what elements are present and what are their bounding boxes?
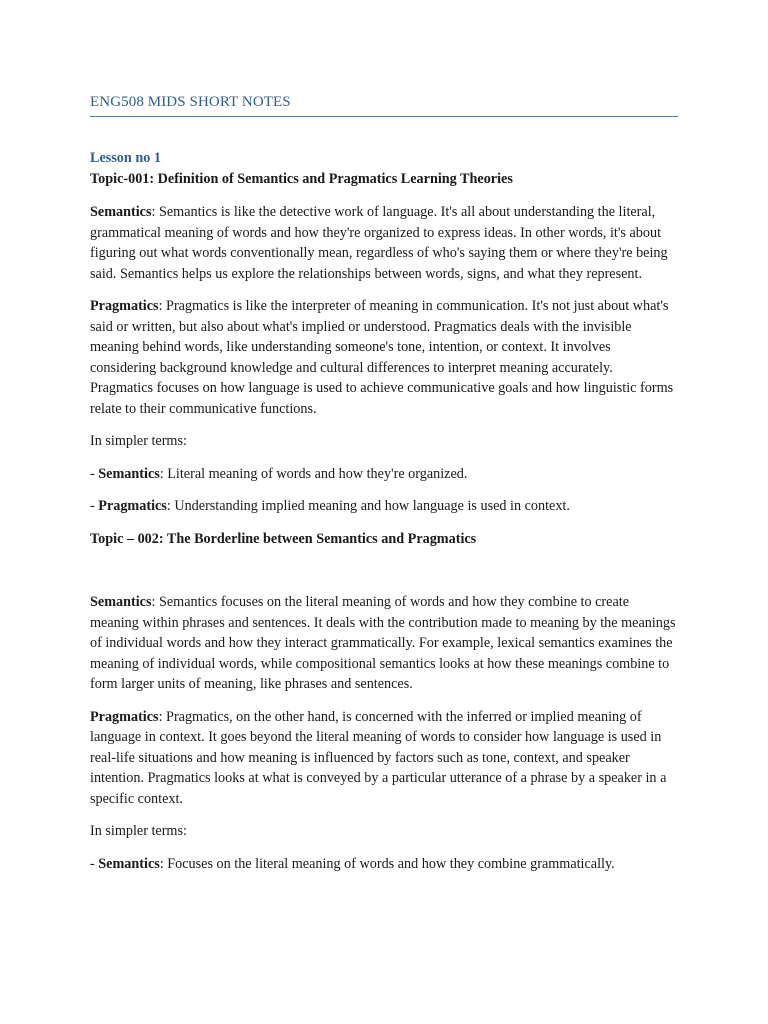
semantics-term: Semantics (90, 204, 152, 220)
topic1-pragmatics-paragraph (90, 296, 679, 419)
bullet-text: : Literal meaning of words and how they're organized. (159, 465, 468, 482)
bullet-prefix: - (90, 465, 99, 482)
semantics-definition: : Semantics is like the detective work of language. It's all about understanding the literal, grammatical meaning of words and how they're organized to express ideas. In other words, it's about figuring out what words conventionally mean, regardless of who's saying them or where they're being said. Semantics helps us explore the relationships between words, signs, and what they represent. (90, 204, 668, 282)
document-body (90, 148, 679, 886)
topic1-semantics-paragraph (90, 202, 679, 284)
bullet-text: : Understanding implied meaning and how language is used in context. (166, 498, 570, 514)
pragmatics-term: Pragmatics (90, 708, 159, 725)
topic2-semantics-paragraph (90, 592, 679, 695)
semantics-term: Semantics (98, 465, 160, 482)
topic2-bullet-semantics (90, 854, 679, 875)
semantics-term: Semantics (98, 855, 160, 872)
topic1-simpler-terms: In simpler terms: (90, 433, 187, 449)
blank-spacer (90, 562, 679, 592)
topic1-bullet-pragmatics (90, 496, 679, 517)
topic2-simpler-terms: In simpler terms: (90, 823, 187, 839)
semantics-term: Semantics (90, 594, 152, 610)
pragmatics-definition: : Pragmatics is like the interpreter of meaning in communication. It's not just about what's said or written, but also about what's implied or understood. Pragmatics deals with the invisible meaning behind words, like understanding someone's tone, intention, or context. It involves considering background knowledge and cultural differences to interpret meaning accurately. Pragmatics focuses on how language is used to achieve communicative goals and how linguistic forms relate to their communicative functions. (90, 298, 674, 417)
lesson-heading: Lesson no 1 (90, 150, 161, 166)
document-header: ENG508 MIDS SHORT NOTES (90, 94, 678, 117)
semantics-definition: : Semantics focuses on the literal meaning of words and how they combine to create meaning within phrases and sentences. It deals with the contribution made to meaning by the meanings of individual words and how they interact grammatically. For example, lexical semantics examines the meaning of individual words, while compositional semantics looks at how these meanings combine to form larger units of meaning, like phrases and sentences. (90, 594, 676, 692)
pragmatics-term: Pragmatics (90, 298, 159, 314)
topic-001-heading: Topic-001: Definition of Semantics and Pragmatics Learning Theories (90, 170, 513, 187)
bullet-text: : Focuses on the literal meaning of words and how they combine grammatically. (159, 855, 615, 872)
pragmatics-term: Pragmatics (98, 498, 167, 514)
topic2-pragmatics-paragraph (90, 707, 679, 810)
bullet-prefix: - (90, 855, 99, 872)
pragmatics-definition: : Pragmatics, on the other hand, is concerned with the inferred or implied meaning of language in context. It goes beyond the literal meaning of words to consider how language is used in real-life situations and how meaning is influenced by factors such as tone, context, and speaker intention. Pragmatics looks at what is conveyed by a particular utterance of a phrase by a speaker in a specific context. (90, 708, 667, 807)
topic-002-heading: Topic – 002: The Borderline between Semantics and Pragmatics (90, 530, 477, 547)
topic1-bullet-semantics (90, 464, 679, 485)
bullet-prefix: - (90, 498, 99, 514)
